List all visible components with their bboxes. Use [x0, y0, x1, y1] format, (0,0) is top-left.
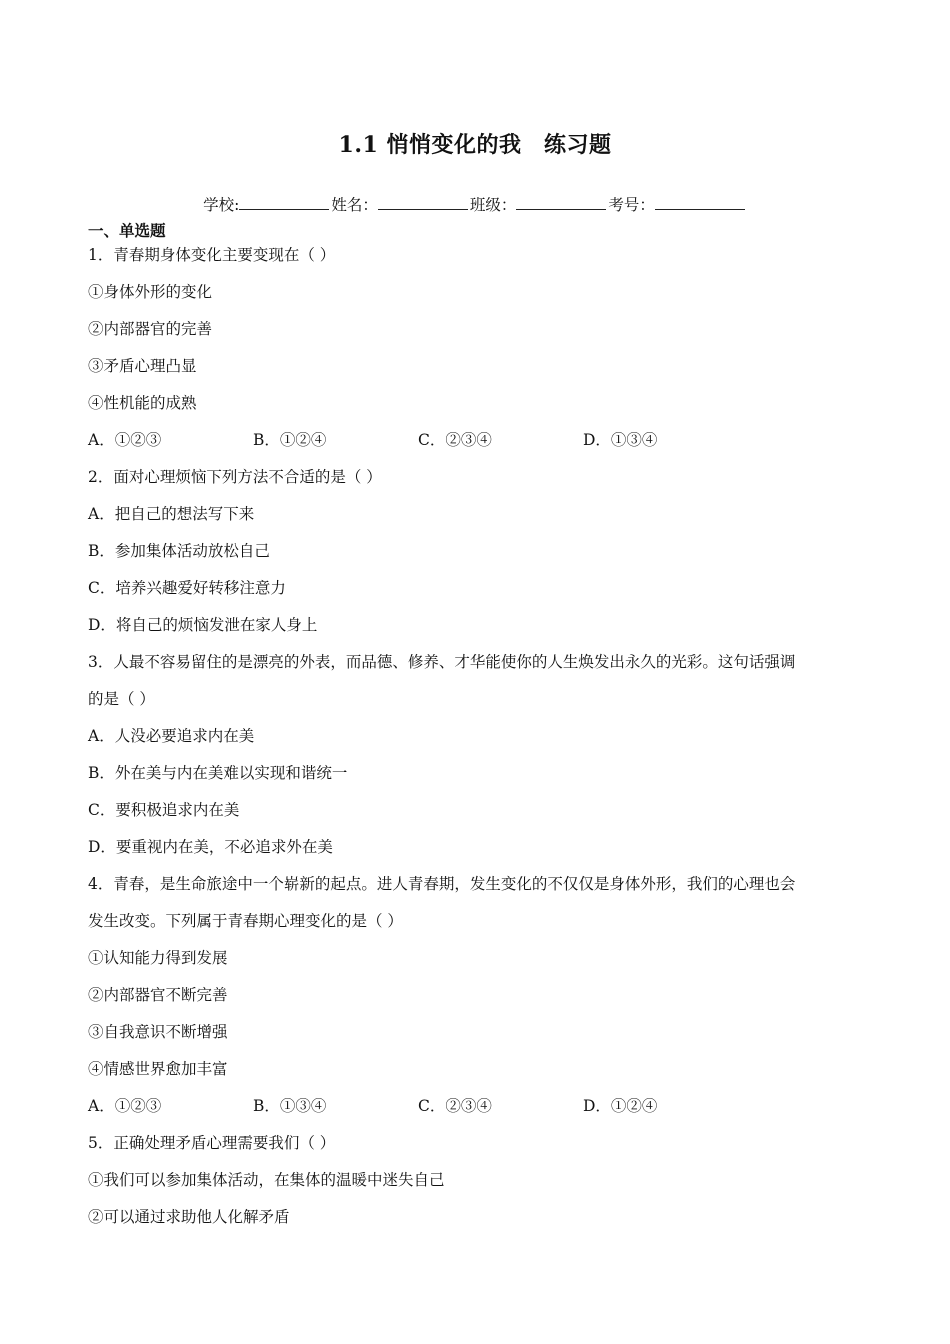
- choice-c: C．②③④: [418, 1097, 492, 1115]
- question-2-option: A．把自己的想法写下来: [88, 505, 255, 523]
- number-label: 考号：: [608, 196, 655, 214]
- question-1-item: ②内部器官的完善: [88, 320, 213, 338]
- student-info-line: [0, 193, 950, 215]
- choice-b: B．①③④: [253, 1097, 327, 1115]
- question-5-item: ①我们可以参加集体活动，在集体的温暖中迷失自己: [88, 1171, 445, 1189]
- question-2-option: C．培养兴趣爱好转移注意力: [88, 579, 286, 597]
- page-title: 1.1 悄悄变化的我 练习题: [338, 132, 612, 158]
- choice-a: A．①②③: [88, 431, 162, 449]
- choice-c: C．②③④: [418, 431, 492, 449]
- question-3-option: D．要重视内在美，不必追求外在美: [88, 838, 333, 856]
- number-blank[interactable]: [655, 197, 745, 210]
- choice-d: D．①②④: [583, 1097, 658, 1115]
- question-1-stem: 1．青春期身体变化主要变现在（ ）: [88, 246, 336, 264]
- question-4-item: ④情感世界愈加丰富: [88, 1060, 228, 1078]
- question-4-stem-continued: 发生改变。下列属于青春期心理变化的是（ ）: [88, 912, 403, 930]
- class-label: 班级：: [469, 196, 517, 214]
- name-label: 姓名：: [331, 196, 378, 214]
- choice-a: A．①②③: [88, 1097, 162, 1115]
- question-2-option: B．参加集体活动放松自己: [88, 542, 270, 560]
- question-1-choices: [88, 422, 863, 459]
- question-3-option: A．人没必要追求内在美: [88, 727, 255, 745]
- question-3-stem: 3．人最不容易留住的是漂亮的外表，而品德、修养、才华能使你的人生焕发出永久的光彩。这句话强调: [88, 653, 796, 671]
- question-4-stem: 4．青春，是生命旅途中一个崭新的起点。进人青春期，发生变化的不仅仅是身体外形，我们的心理也会: [88, 875, 796, 893]
- question-4-choices: [88, 1088, 863, 1125]
- class-blank[interactable]: [516, 197, 606, 210]
- question-3-stem-continued: 的是（ ）: [88, 690, 155, 708]
- question-1-item: ③矛盾心理凸显: [88, 357, 197, 375]
- question-4-item: ②内部器官不断完善: [88, 986, 228, 1004]
- question-4-item: ①认知能力得到发展: [88, 949, 228, 967]
- choice-d: D．①③④: [583, 431, 658, 449]
- name-blank[interactable]: [378, 197, 468, 210]
- question-3-option: C．要积极追求内在美: [88, 801, 240, 819]
- question-3-option: B．外在美与内在美难以实现和谐统一: [88, 764, 348, 782]
- questions: [88, 237, 863, 1236]
- question-2-option: D．将自己的烦恼发泄在家人身上: [88, 616, 318, 634]
- school-label: 学校:: [203, 196, 240, 214]
- question-2-stem: 2．面对心理烦恼下列方法不合适的是（ ）: [88, 468, 382, 486]
- choice-b: B．①②④: [253, 431, 327, 449]
- section-heading: 一、单选题: [88, 221, 166, 240]
- school-blank[interactable]: [239, 197, 329, 210]
- question-5-stem: 5．正确处理矛盾心理需要我们（ ）: [88, 1134, 336, 1152]
- question-5-item: ②可以通过求助他人化解矛盾: [88, 1208, 290, 1226]
- question-1-item: ①身体外形的变化: [88, 283, 213, 301]
- question-4-item: ③自我意识不断增强: [88, 1023, 228, 1041]
- question-1-item: ④性机能的成熟: [88, 394, 197, 412]
